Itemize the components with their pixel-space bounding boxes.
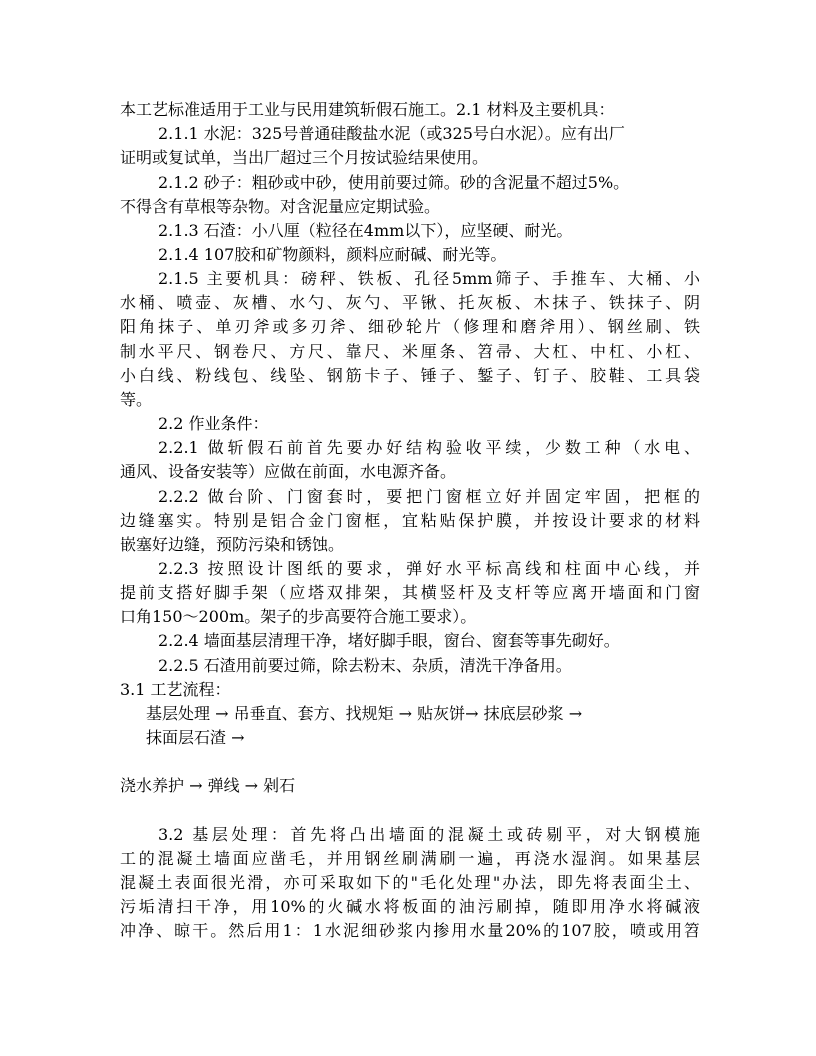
text-line: 冲净、晾干。然后用1：1水泥细砂浆内掺用水量20%的107胶，喷或用笤: [120, 921, 700, 940]
text-line: 工的混凝土墙面应凿毛，并用钢丝刷满刷一遍，再浇水湿润。如果基层: [120, 849, 700, 868]
text-line: 口角150～200m。架子的步高要符合施工要求）。: [120, 607, 477, 626]
text-line: 2.2.5 石渣用前要过筛，除去粉末、杂质，清洗干净备用。: [158, 656, 572, 675]
text-line: 阳角抹子、单刃斧或多刃斧、细砂轮片（修理和磨斧用）、钢丝刷、铁: [120, 317, 700, 336]
text-line: 嵌塞好边缝，预防污染和锈蚀。: [120, 535, 345, 554]
text-line: 等。: [120, 390, 153, 409]
text-line: 3.2 基层处理：首先将凸出墙面的混凝土或砖剔平，对大钢模施: [158, 825, 700, 844]
text-line: 2.1.3 石渣：小八厘（粒径在4mm以下），应坚硬、耐光。: [158, 221, 573, 240]
text-line: 2.1.5 主要机具：磅秤、铁板、孔径5mm筛子、手推车、大桶、小: [158, 269, 700, 288]
text-line: 制水平尺、钢卷尺、方尺、靠尺、米厘条、笤帚、大杠、中杠、小杠、: [120, 342, 700, 361]
text-line: 通风、设备安装等）应做在前面，水电源齐备。: [120, 462, 457, 481]
text-line: 本工艺标准适用于工业与民用建筑斩假石施工。2.1 材料及主要机具：: [120, 100, 615, 119]
text-line: 小白线、粉线包、线坠、钢筋卡子、锤子、錾子、钉子、胶鞋、工具袋: [120, 366, 700, 385]
text-line: 2.1.2 砂子：粗砂或中砂，使用前要过筛。砂的含泥量不超过5%。: [158, 173, 630, 192]
text-line: 2.1.1 水泥：325号普通硅酸盐水泥（或325号白水泥）。应有出厂: [158, 124, 625, 143]
text-line: 污垢清扫干净，用10%的火碱水将板面的油污刷掉，随即用净水将碱液: [120, 897, 700, 916]
flow-line: 抹面层石渣 →: [146, 728, 245, 747]
text-line: 2.1.4 107胶和矿物颜料，颜料应耐碱、耐光等。: [158, 245, 507, 264]
flow-line: 基层处理 → 吊垂直、套方、找规矩 → 贴灰饼→ 抹底层砂浆 →: [146, 704, 583, 723]
text-line: 3.1 工艺流程：: [120, 680, 231, 699]
text-line: 2.2.2 做台阶、门窗套时，要把门窗框立好并固定牢固，把框的: [158, 487, 700, 506]
text-line: 提前支搭好脚手架（应塔双排架，其横竖杆及支杆等应离开墙面和门窗: [120, 583, 700, 602]
text-line: 边缝塞实。特别是铝合金门窗框，宜粘贴保护膜，并按设计要求的材料: [120, 511, 700, 530]
text-line: 不得含有草根等杂物。对含泥量应定期试验。: [120, 197, 441, 216]
text-line: 2.2.3 按照设计图纸的要求，弹好水平标高线和柱面中心线，并: [158, 559, 700, 578]
text-line: 2.2 作业条件：: [158, 414, 269, 433]
text-line: 混凝土表面很光滑，亦可采取如下的"毛化处理"办法，即先将表面尘土、: [120, 873, 700, 892]
text-line: 2.2.4 墙面基层清理干净，堵好脚手眼，窗台、窗套等事先砌好。: [158, 631, 620, 650]
text-line: 证明或复试单，当出厂超过三个月按试验结果使用。: [120, 148, 489, 167]
flow-line: 浇水养护 → 弹线 → 剁石: [120, 776, 296, 795]
text-line: 水桶、喷壶、灰槽、水勺、灰勺、平锹、托灰板、木抹子、铁抹子、阴: [120, 293, 700, 312]
text-line: 2.2.1 做斩假石前首先要办好结构验收平续，少数工种（水电、: [158, 438, 700, 457]
